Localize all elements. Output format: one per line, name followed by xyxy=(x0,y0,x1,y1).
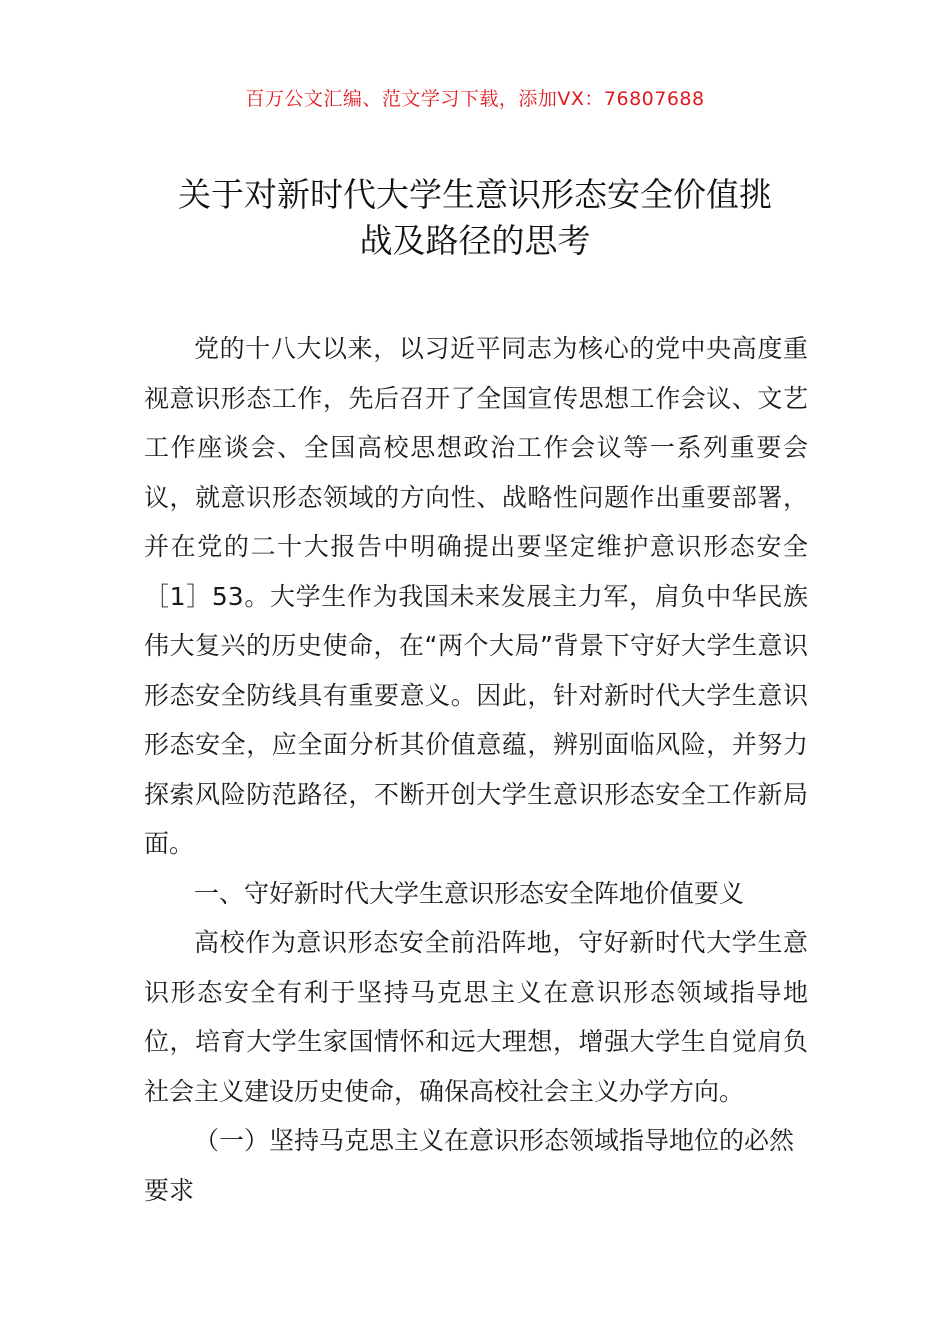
section-1-paragraph: 高校作为意识形态安全前沿阵地，守好新时代大学生意识形态安全有利于坚持马克思主义在意识形态领域指导地位，培育大学生家国情怀和远大理想，增强大学生自觉肩负社会主义建设历史使命，确保高校社会主义办学方向。 xyxy=(144,928,808,1106)
document-title-line-1: 关于对新时代大学生意识形态安全价值挑 xyxy=(178,175,772,214)
document-title xyxy=(120,172,830,264)
header-download-note: 百万公文汇编、范文学习下载，添加VX：76807688 xyxy=(245,88,705,110)
intro-paragraph: 党的十八大以来，以习近平同志为核心的党中央高度重视意识形态工作，先后召开了全国宣传思想工作会议、文艺工作座谈会、全国高校思想政治工作会议等一系列重要会议，就意识形态领域的方向性、战略性问题作出重要部署，并在党的二十大报告中明确提出要坚定维护意识形态安全［1］53。大学生作为我国未来发展主力军，肩负中华民族伟大复兴的历史使命，在“两个大局”背景下守好大学生意识形态安全防线具有重要意义。因此，针对新时代大学生意识形态安全，应全面分析其价值意蕴，辨别面临风险，并努力探索风险防范路径，不断开创大学生意识形态安全工作新局面。 xyxy=(144,334,808,858)
subsection-1-heading: （一）坚持马克思主义在意识形态领域指导地位的必然要求 xyxy=(144,1126,795,1205)
section-1-heading: 一、守好新时代大学生意识形态安全阵地价值要义 xyxy=(194,878,745,908)
document-body xyxy=(144,324,808,1215)
document-title-line-2: 战及路径的思考 xyxy=(359,221,591,260)
